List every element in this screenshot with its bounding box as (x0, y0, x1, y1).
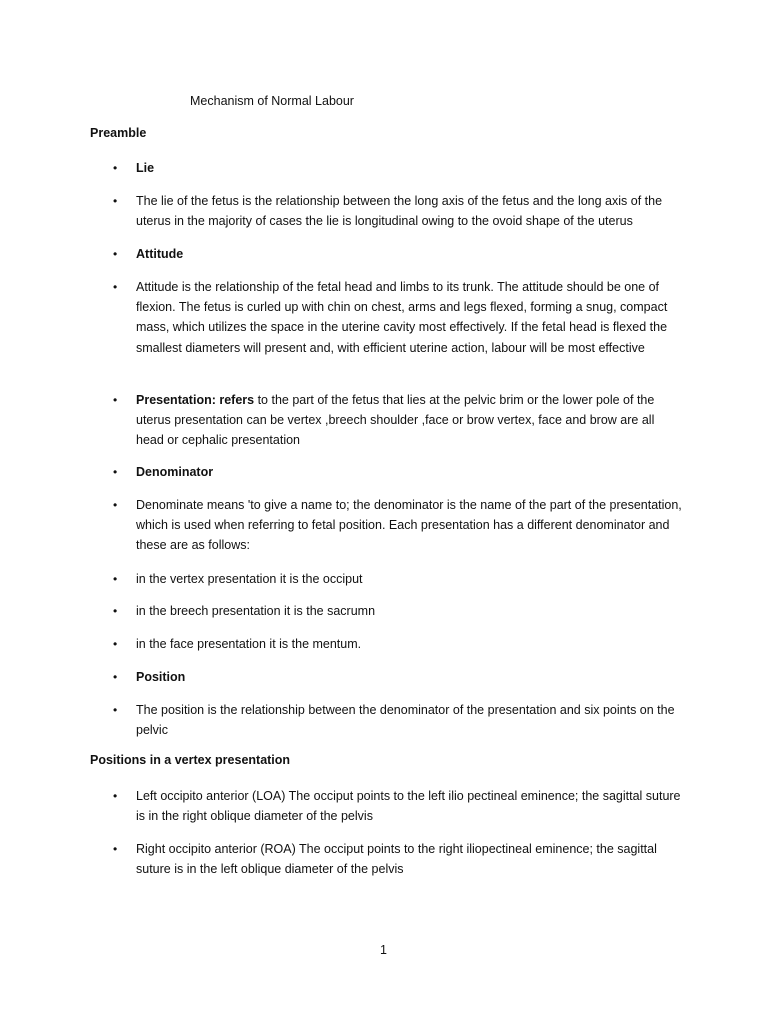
list-item-text (136, 390, 684, 451)
list-item-attitude-heading (113, 244, 663, 264)
bullet-icon: • (113, 161, 118, 175)
list-item-text: in the vertex presentation it is the occiput (136, 572, 363, 586)
bullet-icon: • (113, 194, 118, 208)
page-number: 1 (380, 943, 387, 957)
list-item-roa (113, 839, 663, 879)
list-item-text: Lie (136, 161, 155, 175)
list-item-position-heading (113, 667, 663, 687)
list-item-text: Attitude (136, 247, 184, 261)
list-item-text: Denominate means 'to give a name to; the denominator is the name of the part of the presentation, which is used when referring to fetal position. Each presentation has a different denominator and these are as follows: (136, 498, 682, 553)
presentation-description: to the part of the fetus that lies at the pelvic brim or the lower pole of the uterus presentation can be vertex ,breech shoulder ,face or brow vertex, face and brow are all head or cephalic presentation (136, 393, 655, 448)
list-item-text: The lie of the fetus is the relationship between the long axis of the fetus and the long axis of the uterus in the majority of cases the lie is longitudinal owing to the ovoid shape of the uterus (136, 194, 663, 229)
bullet-icon: • (113, 572, 118, 586)
list-item-text: The position is the relationship between the denominator of the presentation and six points on the pelvic (136, 703, 675, 738)
bullet-icon: • (113, 247, 118, 261)
list-item-face (113, 634, 663, 654)
bullet-icon: • (113, 393, 118, 407)
list-item-text: Right occipito anterior (ROA) The occiput points to the right iliopectineal eminence; the sagittal suture is in the left oblique diameter of the pelvis (136, 842, 657, 877)
list-item-position-text (113, 700, 675, 740)
list-item-lie-heading (113, 158, 663, 178)
list-item-denominator-text (113, 495, 682, 556)
bullet-icon: • (113, 465, 118, 479)
list-item-lie-text (113, 191, 663, 231)
list-item-text: in the face presentation it is the mentum. (136, 637, 362, 651)
bullet-icon: • (113, 670, 118, 684)
bullet-icon: • (113, 842, 118, 856)
bullet-icon: • (113, 498, 118, 512)
presentation-label: Presentation: refers (136, 393, 255, 407)
bullet-icon: • (113, 280, 118, 294)
list-item-vertex (113, 569, 663, 589)
bullet-icon: • (113, 789, 118, 803)
document-title: Mechanism of Normal Labour (190, 94, 354, 108)
bullet-icon: • (113, 637, 118, 651)
list-item-presentation (113, 390, 663, 451)
list-item-text: Left occipito anterior (LOA) The occiput points to the left ilio pectineal eminence; the sagittal suture is in the right oblique diameter of the pelvis (136, 789, 681, 824)
list-item-attitude-text (113, 277, 668, 358)
list-item-text: in the breech presentation it is the sacrumn (136, 604, 376, 618)
bullet-icon: • (113, 703, 118, 717)
list-item-breech (113, 601, 663, 621)
list-item-denominator-heading (113, 462, 663, 482)
list-item-text: Attitude is the relationship of the fetal head and limbs to its trunk. The attitude should be one of flexion. The fetus is curled up with chin on chest, arms and legs flexed, forming a snug, compact mass, which utilizes the space in the uterine cavity most effectively. If the fetal head is flexed the smallest diameters will present and, with efficient uterine action, labour will be most effective (136, 280, 668, 355)
section-heading-positions-vertex: Positions in a vertex presentation (90, 753, 291, 767)
bullet-icon: • (113, 604, 118, 618)
list-item-text: Denominator (136, 465, 214, 479)
list-item-loa (113, 786, 681, 826)
list-item-text: Position (136, 670, 186, 684)
section-heading-preamble: Preamble (90, 126, 147, 140)
